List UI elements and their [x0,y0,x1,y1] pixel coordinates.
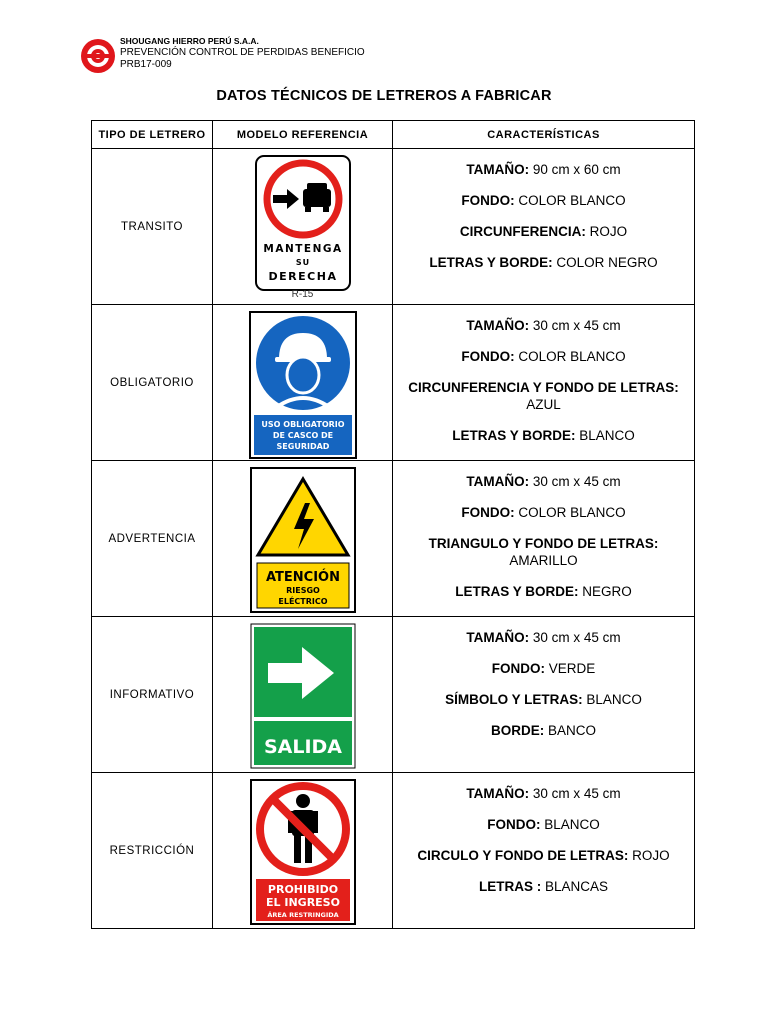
document-header [80,36,500,76]
sign-text-1: PROHIBIDO [267,883,338,896]
sign-text-2: RIESGO [285,586,320,595]
char-background: FONDO: BLANCO [487,817,600,832]
sign-type-cell: OBLIGATORIO [92,305,213,461]
company-name: SHOUGANG HIERRO PERÚ S.A.A. [120,36,259,46]
warning-electric-sign [250,467,356,613]
sign-code-caption: R-15 [291,289,314,300]
characteristics-cell [393,461,695,617]
char-background: FONDO: COLOR BLANCO [461,349,626,364]
char-letters: LETRAS Y BORDE: BLANCO [452,428,635,443]
characteristics-cell [393,617,695,773]
char-circle: CIRCUNFERENCIA Y FONDO DE LETRAS: AZUL [408,380,679,412]
sign-text-3: DERECHA [268,270,337,283]
column-header-model: MODELO REFERENCIA [213,121,393,149]
table-header-row [92,121,695,149]
exit-sign [250,623,356,769]
char-triangle: TRIANGULO Y FONDO DE LETRAS: AMARILLO [428,536,659,568]
sign-text-1: MANTENGA [262,243,343,255]
company-logo [80,38,116,74]
department-name: PREVENCIÓN CONTROL DE PERDIDAS BENEFICIO [120,47,365,58]
sign-text-2: SU [295,258,310,267]
characteristics-cell [393,149,695,305]
char-size: TAMAÑO: 30 cm x 45 cm [466,786,621,801]
char-letters: LETRAS : BLANCAS [478,879,609,894]
char-background: FONDO: VERDE [491,661,596,676]
char-symbol: SÍMBOLO Y LETRAS: BLANCO [445,692,642,707]
sign-type-cell: TRANSITO [92,149,213,305]
model-cell [213,617,393,773]
sign-text-3: SEGURIDAD [276,442,329,451]
model-cell [213,305,393,461]
page-title: DATOS TÉCNICOS DE LETREROS A FABRICAR [216,88,552,104]
char-border: BORDE: BANCO [490,723,597,738]
char-size: TAMAÑO: 30 cm x 45 cm [466,318,621,333]
model-cell [213,773,393,929]
column-header-type: TIPO DE LETRERO [92,121,213,149]
sign-text-1: ATENCIÓN [265,570,340,585]
table-row [92,461,695,617]
sign-text-3: ELÉCTRICO [277,597,328,606]
mandatory-helmet-sign [249,311,357,459]
document-code: PRB17-009 [120,59,172,70]
sign-type-cell: INFORMATIVO [92,617,213,773]
column-header-characteristics: CARACTERÍSTICAS [393,121,695,149]
table-row [92,773,695,929]
sign-text-1: SALIDA [263,736,342,758]
char-circle: CIRCULO Y FONDO DE LETRAS: ROJO [417,848,670,863]
char-circle: CIRCUNFERENCIA: ROJO [459,224,628,239]
characteristics-cell [393,773,695,929]
signs-spec-table [91,120,695,929]
table-row [92,617,695,773]
char-size: TAMAÑO: 90 cm x 60 cm [466,162,621,177]
table-row [92,149,695,305]
sign-text-2: EL INGRESO [265,896,340,909]
characteristics-cell [393,305,695,461]
model-cell [213,149,393,305]
char-background: FONDO: COLOR BLANCO [461,193,626,208]
sign-text-3: ÁREA RESTRINGIDA [266,911,339,919]
model-cell [213,461,393,617]
traffic-sign-keep-right [255,155,351,291]
char-size: TAMAÑO: 30 cm x 45 cm [466,630,621,645]
sign-text-2: DE CASCO DE [272,431,333,440]
sign-text-1: USO OBLIGATORIO [260,420,345,429]
char-letters: LETRAS Y BORDE: NEGRO [455,584,632,599]
char-background: FONDO: COLOR BLANCO [461,505,626,520]
sign-type-cell: ADVERTENCIA [92,461,213,617]
char-size: TAMAÑO: 30 cm x 45 cm [466,474,621,489]
table-row [92,305,695,461]
prohibited-entry-sign [250,779,356,925]
char-letters: LETRAS Y BORDE: COLOR NEGRO [429,255,658,270]
sign-type-cell: RESTRICCIÓN [92,773,213,929]
